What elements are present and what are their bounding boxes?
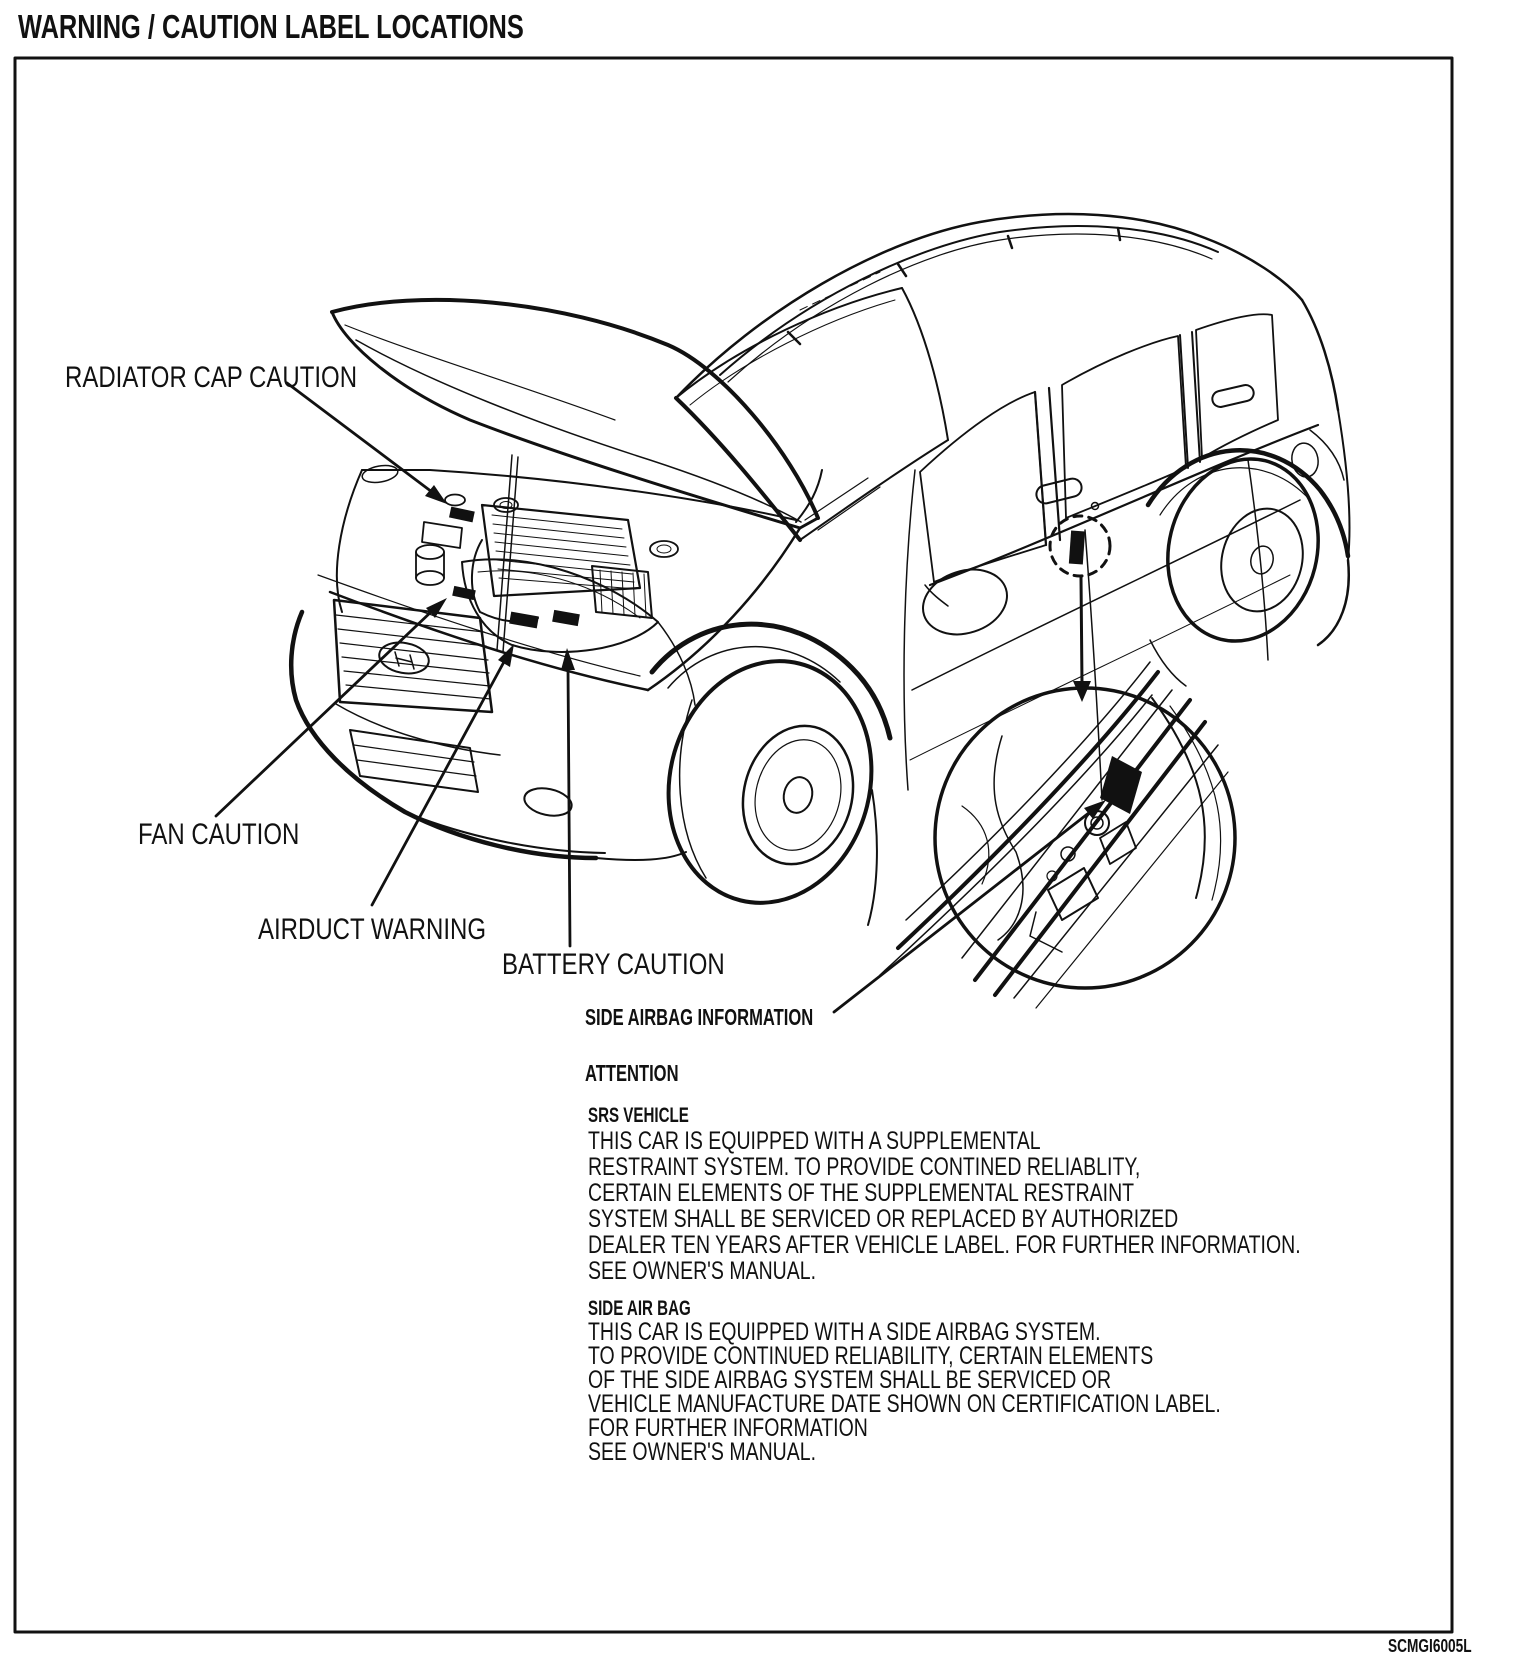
b-pillar xyxy=(1035,388,1060,545)
attention-heading: ATTENTION xyxy=(585,1060,679,1086)
sab-line-3: OF THE SIDE AIRBAG SYSTEM SHALL BE SERVICED OR xyxy=(588,1366,1112,1394)
door-label-mark xyxy=(1069,531,1085,565)
front-fascia xyxy=(291,559,695,860)
sab-line-2: TO PROVIDE CONTINUED RELIABILITY, CERTAIN ELEMENTS xyxy=(588,1342,1154,1370)
airduct-label-mark xyxy=(509,612,539,629)
page-title: WARNING / CAUTION LABEL LOCATIONS xyxy=(18,8,524,45)
engine-cover xyxy=(482,505,640,596)
rear-wheel xyxy=(1148,443,1348,686)
front-hub xyxy=(780,774,816,816)
roof xyxy=(676,214,1302,398)
srs-line-6: SEE OWNER'S MANUAL. xyxy=(588,1257,817,1285)
lower-intake xyxy=(350,730,478,792)
callout-airduct-warning: AIRDUCT WARNING xyxy=(258,913,486,946)
srs-vehicle-heading: SRS VEHICLE xyxy=(588,1104,689,1127)
callout-battery-caution: BATTERY CAUTION xyxy=(502,948,725,981)
callout-side-airbag-information: SIDE AIRBAG INFORMATION xyxy=(585,1004,814,1030)
detail-circle xyxy=(935,688,1235,1008)
rear-rim xyxy=(1211,500,1314,620)
radiator-cap xyxy=(445,495,465,506)
front-wheel xyxy=(643,624,896,925)
grille xyxy=(334,600,492,712)
wipers xyxy=(805,478,880,530)
brand-logo xyxy=(377,639,431,677)
airduct-leader xyxy=(372,660,505,905)
side-air-bag-heading: SIDE AIR BAG xyxy=(588,1297,691,1320)
rear-door-handle xyxy=(1211,383,1256,408)
fog-light xyxy=(522,784,574,819)
engine-bay xyxy=(318,463,800,690)
srs-line-1: THIS CAR IS EQUIPPED WITH A SUPPLEMENTAL xyxy=(588,1127,1041,1155)
sab-line-5: FOR FURTHER INFORMATION xyxy=(588,1414,868,1442)
rocker-panel xyxy=(880,662,1158,975)
fuse-box xyxy=(422,522,462,548)
engine-cover-ribs xyxy=(492,515,636,589)
sab-line-1: THIS CAR IS EQUIPPED WITH A SIDE AIRBAG SYSTEM. xyxy=(588,1318,1101,1346)
front-door-window xyxy=(920,392,1046,582)
srs-line-5: DEALER TEN YEARS AFTER VEHICLE LABEL. FOR FURTHER INFORMATION. xyxy=(588,1231,1301,1259)
fan-leader xyxy=(216,611,432,816)
figure-code: SCMGI6005L xyxy=(1388,1636,1472,1656)
rear-quarter xyxy=(1289,300,1349,645)
door-label-locator xyxy=(1050,516,1110,702)
callout-radiator-cap-caution: RADIATOR CAP CAUTION xyxy=(65,361,358,394)
srs-vehicle-text xyxy=(588,1128,1301,1284)
srs-line-2: RESTRAINT SYSTEM. TO PROVIDE CONTINED RELIABLITY, xyxy=(588,1153,1141,1181)
vehicle-illustration xyxy=(216,214,1350,1012)
radiator-label-mark xyxy=(449,507,475,523)
battery-leader xyxy=(568,668,570,946)
sab-line-6: SEE OWNER'S MANUAL. xyxy=(588,1438,817,1466)
battery-label-mark xyxy=(552,610,580,626)
front-tire xyxy=(643,639,896,924)
srs-line-3: CERTAIN ELEMENTS OF THE SUPPLEMENTAL RESTRAINT xyxy=(588,1179,1135,1207)
reservoir xyxy=(416,571,444,585)
side-airbag-label-mark xyxy=(1100,756,1142,814)
srs-line-4: SYSTEM SHALL BE SERVICED OR REPLACED BY AUTHORIZED xyxy=(588,1205,1179,1233)
down-arrowhead xyxy=(1073,681,1091,702)
side-air-bag-text xyxy=(588,1320,1221,1464)
side-airbag-leader xyxy=(834,812,1090,1012)
callout-fan-caution: FAN CAUTION xyxy=(138,818,300,851)
sab-line-4: VEHICLE MANUFACTURE DATE SHOWN ON CERTIFICATION LABEL. xyxy=(588,1390,1221,1418)
